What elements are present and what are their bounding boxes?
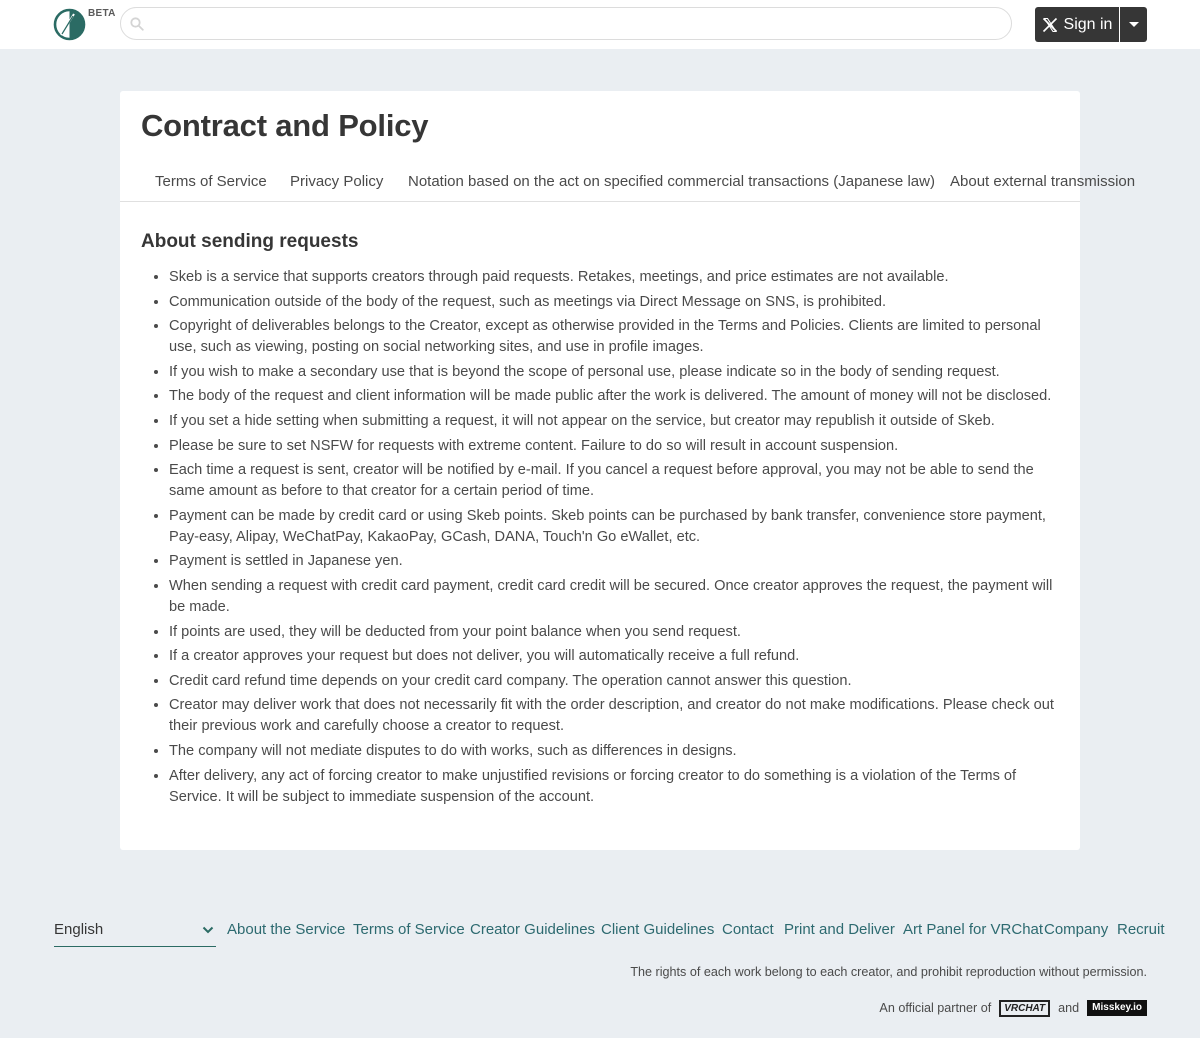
list-item: • Credit card refund time depends on your credit card company. The operation cannot answer this question. bbox=[169, 671, 1061, 692]
sign-in-label: Sign in bbox=[1063, 15, 1113, 33]
policy-tabs bbox=[120, 166, 1136, 202]
list-item: • When sending a request with credit card payment, credit card credit will be secured. Once creator approves the request, the payment will be made. bbox=[169, 576, 1061, 618]
list-item: • If points are used, they will be deducted from your point balance when you send request. bbox=[169, 622, 1061, 643]
list-item: • If you set a hide setting when submitting a request, it will not appear on the service, but creator may republish it outside of Skeb. bbox=[169, 411, 1061, 432]
search-bar[interactable] bbox=[120, 7, 1012, 40]
section-title: About sending requests bbox=[141, 231, 359, 252]
footer-link-creator-guidelines[interactable]: Creator Guidelines bbox=[470, 921, 596, 938]
copyright-notice: The rights of each work belong to each creator, and prohibit reproduction without permission. bbox=[630, 965, 1147, 979]
list-item: • Payment can be made by credit card or using Skeb points. Skeb points can be purchased by bank transfer, convenience store payment, Pay-easy, Alipay, WeChatPay, KakaoPay, GCash, DANA, Touch'n Go eWallet, etc. bbox=[169, 506, 1061, 548]
tab-commercial-transactions[interactable]: Notation based on the act on specified commercial transactions (Japanese law) bbox=[408, 173, 935, 190]
footer-link-about[interactable]: About the Service bbox=[227, 921, 346, 938]
footer-link-terms[interactable]: Terms of Service bbox=[353, 921, 465, 938]
list-item: • After delivery, any act of forcing creator to make unjustified revisions or forcing creator to do something is a violation of the Terms of Service. It will be subject to immediate suspension of the account. bbox=[169, 766, 1061, 808]
top-navbar bbox=[0, 0, 1200, 49]
skeb-logo-icon[interactable] bbox=[53, 8, 86, 41]
tab-terms-of-service[interactable]: Terms of Service bbox=[155, 173, 267, 190]
list-item: • Each time a request is sent, creator will be notified by e-mail. If you cancel a request before approval, you may not be able to send the same amount as before to that creator for a certain period of time. bbox=[169, 460, 1061, 502]
chevron-down-icon bbox=[202, 925, 214, 935]
beta-badge: BETA bbox=[88, 8, 116, 19]
footer-link-print-deliver[interactable]: Print and Deliver bbox=[784, 921, 895, 938]
sign-in-dropdown-button[interactable] bbox=[1120, 7, 1147, 42]
policy-card bbox=[120, 91, 1136, 850]
partner-line bbox=[879, 997, 1147, 1019]
list-item: • Payment is settled in Japanese yen. bbox=[169, 551, 1061, 572]
footer-link-client-guidelines[interactable]: Client Guidelines bbox=[601, 921, 715, 938]
footer-link-contact[interactable]: Contact bbox=[722, 921, 774, 938]
caret-down-icon bbox=[1129, 22, 1139, 27]
partner-and: and bbox=[1058, 1001, 1080, 1015]
list-item: • The company will not mediate disputes to do with works, such as differences in designs. bbox=[169, 741, 1061, 762]
list-item: • Communication outside of the body of the request, such as meetings via Direct Message on SNS, is prohibited. bbox=[169, 292, 1061, 313]
sign-in-button[interactable] bbox=[1035, 7, 1119, 42]
list-item: • Creator may deliver work that does not necessarily fit with the order description, and creator do not make modifications. Please check out their previous work and carefully choose a creator to request. bbox=[169, 695, 1061, 737]
language-value: English bbox=[54, 921, 104, 938]
page-title: Contract and Policy bbox=[141, 108, 429, 143]
footer-link-recruit[interactable]: Recruit bbox=[1117, 921, 1165, 938]
list-item: • Please be sure to set NSFW for requests with extreme content. Failure to do so will result in account suspension. bbox=[169, 436, 1061, 457]
tab-privacy-policy[interactable]: Privacy Policy bbox=[290, 173, 384, 190]
footer-link-company[interactable]: Company bbox=[1044, 921, 1109, 938]
tab-external-transmission[interactable]: About external transmission bbox=[950, 173, 1136, 190]
misskey-logo[interactable]: Misskey.io bbox=[1087, 1000, 1147, 1016]
footer-link-art-panel[interactable]: Art Panel for VRChat bbox=[903, 921, 1044, 938]
list-item: • If a creator approves your request but does not deliver, you will automatically receive a full refund. bbox=[169, 646, 1061, 667]
list-item: • Copyright of deliverables belongs to the Creator, except as otherwise provided in the Terms and Policies. Clients are limited to personal use, such as viewing, posting on social networking sites, and use in profile images. bbox=[169, 316, 1061, 358]
list-item: • Skeb is a service that supports creators through paid requests. Retakes, meetings, and price estimates are not available. bbox=[169, 267, 1061, 288]
request-rules-list bbox=[141, 267, 1061, 811]
list-item: • The body of the request and client information will be made public after the work is delivered. The amount of money will not be disclosed. bbox=[169, 386, 1061, 407]
search-icon bbox=[130, 17, 144, 31]
x-logo-icon bbox=[1042, 17, 1058, 33]
search-input[interactable] bbox=[155, 8, 999, 41]
list-item: • If you wish to make a secondary use that is beyond the scope of personal use, please indicate so in the body of sending request. bbox=[169, 362, 1061, 383]
language-select[interactable] bbox=[54, 916, 216, 947]
partner-prefix: An official partner of bbox=[879, 1001, 992, 1015]
vrchat-logo[interactable]: VRCHAT bbox=[999, 1000, 1050, 1017]
